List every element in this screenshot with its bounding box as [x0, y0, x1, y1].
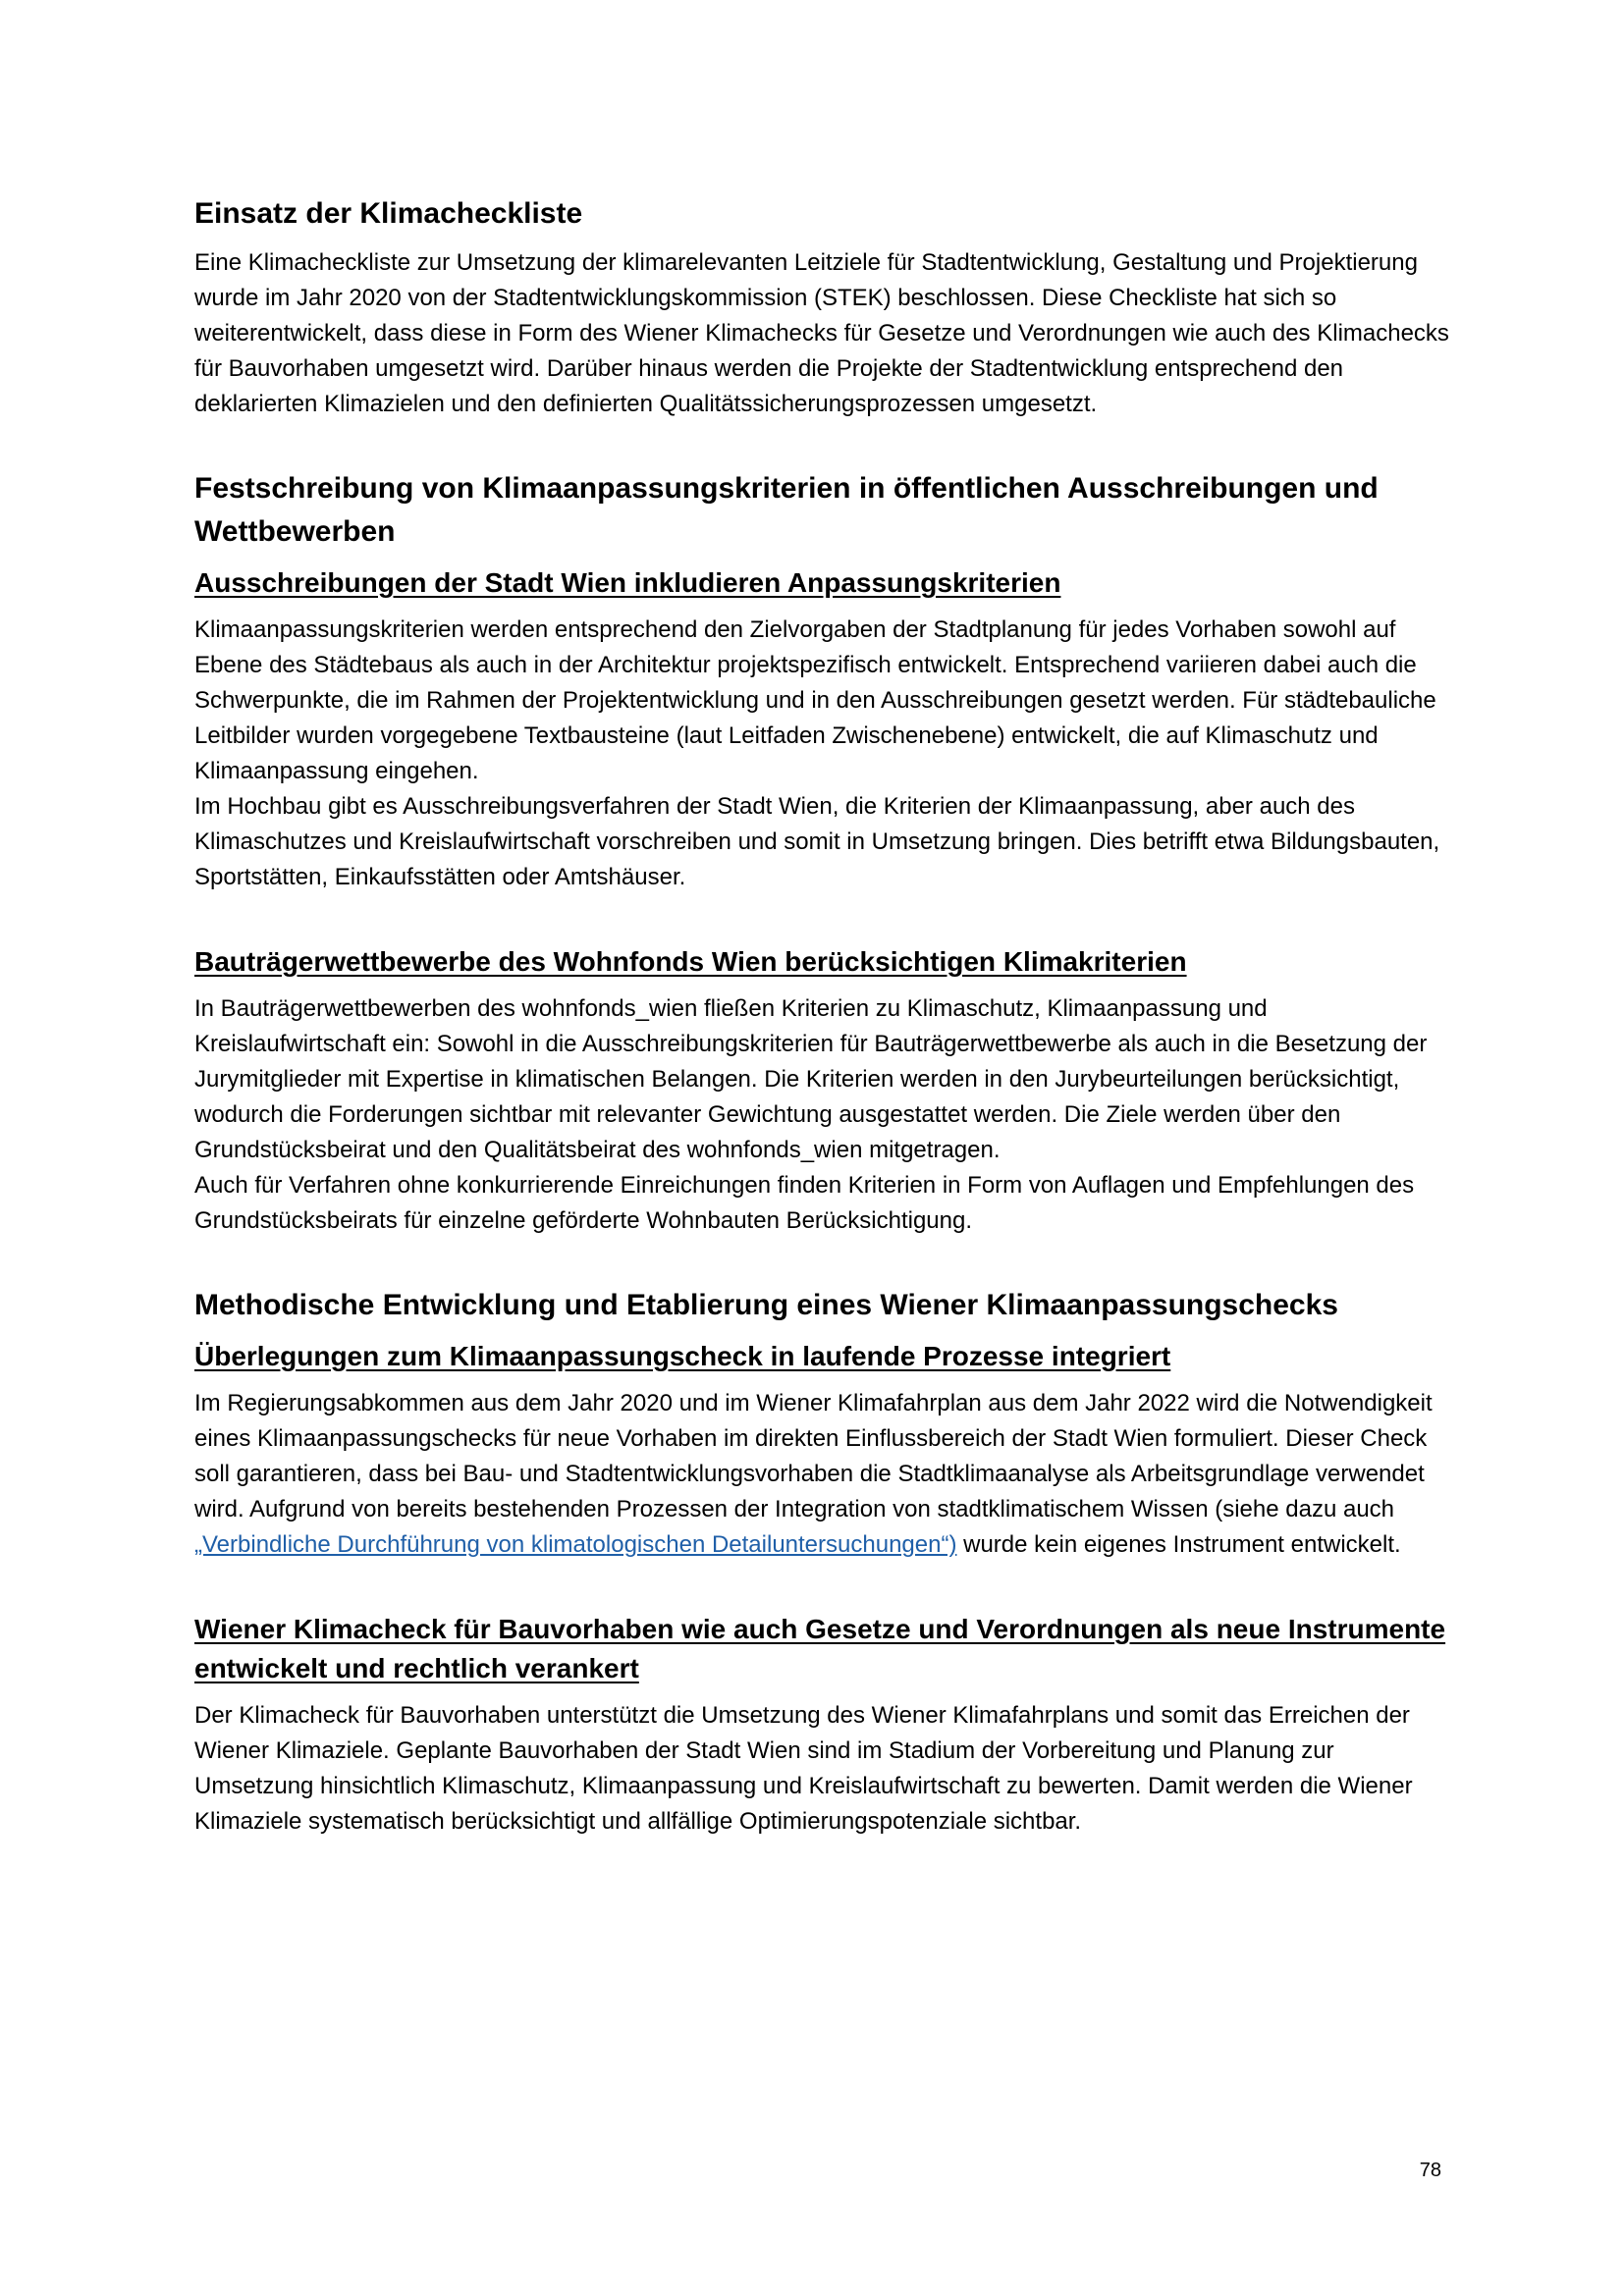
paragraph-bautraegerwettbewerbe-1: In Bauträgerwettbewerben des wohnfonds_wien fließen Kriterien zu Klimaschutz, Klimaanpassung und Kreislaufwirtschaft ein: Sowohl in die Ausschreibungskriterien für Bauträgerwettbewerbe als auch in die Besetzung der Jurymitglieder mit Expertise in klimatischen Belangen. Die Kriterien werden in den Jurybeurteilungen berücksichtigt, wodurch die Forderungen sichtbar mit relevanter Gewichtung ausgestattet werden. Die Ziele werden über den Grundstücksbeirat und den Qualitätsbeirat des wohnfonds_wien mitgetragen. [194, 995, 1428, 1163]
subheading-ausschreibungen: Ausschreibungen der Stadt Wien inkludieren Anpassungskriterien [194, 567, 1061, 598]
paragraph-bautraegerwettbewerbe-2: Auch für Verfahren ohne konkurrierende Einreichungen finden Kriterien in Form von Auflagen und Empfehlungen des Grundstücksbeirats für einzelne geförderte Wohnbauten Berücksichtigung. [194, 1172, 1415, 1234]
paragraph-wiener-klimacheck: Der Klimacheck für Bauvorhaben unterstützt die Umsetzung des Wiener Klimafahrplans und somit das Erreichen der Wiener Klimaziele. Geplante Bauvorhaben der Stadt Wien sind im Stadium der Vorbereitung und Planung zur Umsetzung hinsichtlich Klimaschutz, Klimaanpassung und Kreislaufwirtschaft zu bewerten. Damit werden die Wiener Klimaziele systematisch berücksichtigt und allfällige Optimierungspotenziale sichtbar. [194, 1702, 1413, 1835]
subheading-wiener-klimacheck: Wiener Klimacheck für Bauvorhaben wie auch Gesetze und Verordnungen als neue Instrumente entwickelt und rechtlich verankert [194, 1614, 1446, 1683]
paragraph-klimacheckliste: Eine Klimacheckliste zur Umsetzung der klimarelevanten Leitziele für Stadtentwicklung, Gestaltung und Projektierung wurde im Jahr 2020 von der Stadtentwicklungskommission (STEK) beschlossen. Diese Checkliste hat sich so weiterentwickelt, dass diese in Form des Wiener Klimachecks für Gesetze und Verordnungen wie auch des Klimachecks für Bauvorhaben umgesetzt wird. Darüber hinaus werden die Projekte der Stadtentwicklung entsprechend den deklarierten Klimazielen und den definierten Qualitätssicherungsprozessen umgesetzt. [194, 249, 1449, 417]
section-heading-methodische: Methodische Entwicklung und Etablierung eines Wiener Klimaanpassungschecks [194, 1289, 1338, 1321]
subheading-bautraegerwettbewerbe: Bauträgerwettbewerbe des Wohnfonds Wien berücksichtigen Klimakriterien [194, 946, 1187, 977]
subheading-ueberlegungen: Überlegungen zum Klimaanpassungscheck in laufende Prozesse integriert [194, 1341, 1171, 1371]
link-verbindliche-durchfuehrung[interactable]: „Verbindliche Durchführung von klimatologischen Detailuntersuchungen“) [194, 1531, 957, 1558]
page-content [194, 192, 1451, 1840]
section-heading-klimacheckliste: Einsatz der Klimacheckliste [194, 197, 583, 230]
paragraph-ueberlegungen-text: Im Regierungsabkommen aus dem Jahr 2020 und im Wiener Klimafahrplan aus dem Jahr 2022 wird die Notwendigkeit eines Klimaanpassungschecks für neue Vorhaben im direkten Einflussbereich der Stadt Wien formuliert. Dieser Check soll garantieren, dass bei Bau- und Stadtentwicklungsvorhaben die Stadtklimaanalyse als Arbeitsgrundlage verwendet wird. Aufgrund von bereits bestehenden Prozessen der Integration von stadtklimatischem Wissen (siehe dazu auch [194, 1390, 1433, 1522]
section-heading-festschreibung: Festschreibung von Klimaanpassungskriterien in öffentlichen Ausschreibungen und Wettbewerben [194, 472, 1379, 548]
page-number: 78 [1419, 2160, 1441, 2181]
paragraph-ausschreibungen-1: Klimaanpassungskriterien werden entsprechend den Zielvorgaben der Stadtplanung für jedes Vorhaben sowohl auf Ebene des Städtebaus als auch in der Architektur projektspezifisch entwickelt. Entsprechend variieren dabei auch die Schwerpunkte, die im Rahmen der Projektentwicklung und in den Ausschreibungen gesetzt werden. Für städtebauliche Leitbilder wurden vorgegebene Textbausteine (laut Leitfaden Zwischenebene) entwickelt, die auf Klimaschutz und Klimaanpassung eingehen. [194, 616, 1436, 784]
paragraph-ueberlegungen-tail: wurde kein eigenes Instrument entwickelt. [956, 1531, 1401, 1558]
paragraph-ueberlegungen [194, 1386, 1451, 1563]
paragraph-ausschreibungen-2: Im Hochbau gibt es Ausschreibungsverfahren der Stadt Wien, die Kriterien der Klimaanpassung, aber auch des Klimaschutzes und Kreislaufwirtschaft vorschreiben und somit in Umsetzung bringen. Dies betrifft etwa Bildungsbauten, Sportstätten, Einkaufsstätten oder Amtshäuser. [194, 793, 1440, 890]
